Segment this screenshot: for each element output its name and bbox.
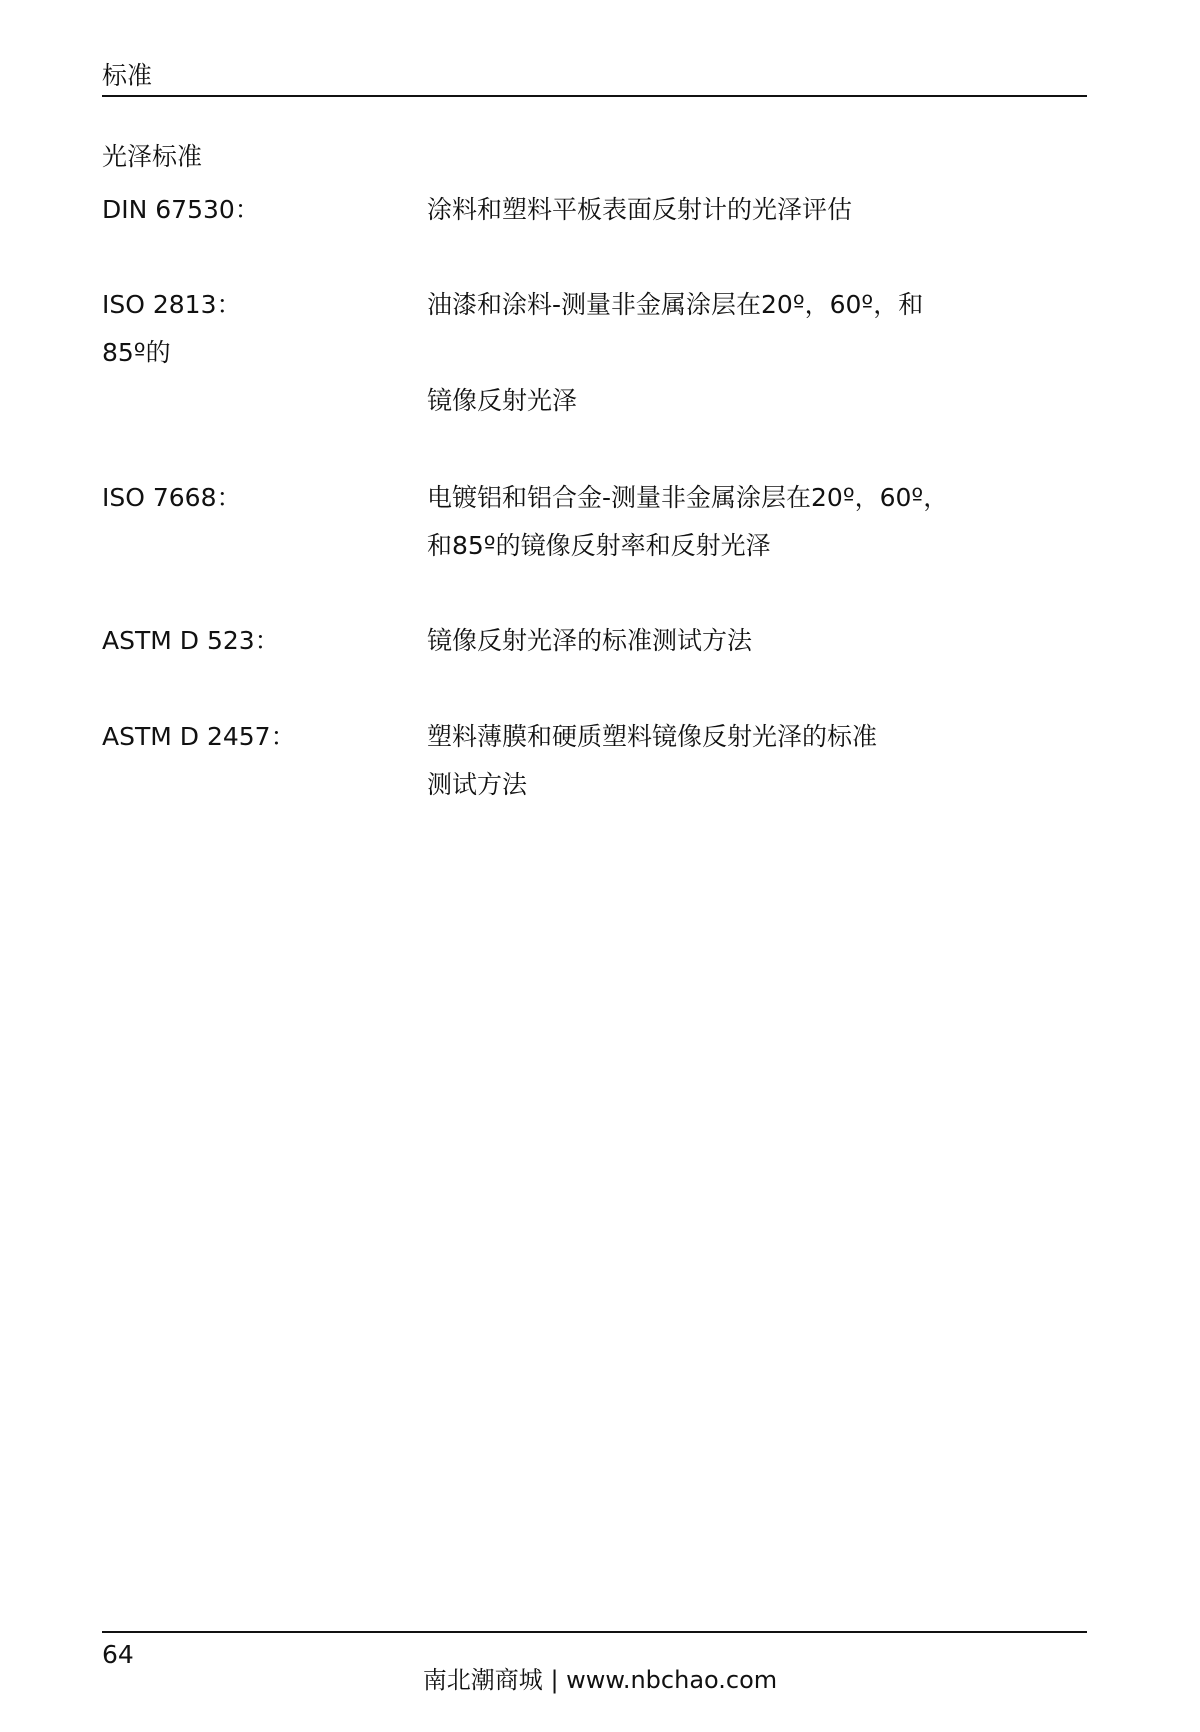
footer-divider xyxy=(102,1631,1087,1633)
page-number: 64 xyxy=(102,1640,134,1669)
standard-description: 涂料和塑料平板表面反射计的光泽评估 xyxy=(427,195,853,224)
header-divider xyxy=(102,95,1087,97)
standard-description: 塑料薄膜和硬质塑料镜像反射光泽的标准 测试方法 xyxy=(427,722,878,799)
standard-description: 镜像反射光泽的标准测试方法 xyxy=(427,626,753,655)
standard-code: ASTM D 523： xyxy=(102,626,280,655)
section-title: 光泽标准 xyxy=(102,142,203,171)
standard-description: 电镀铝和铝合金-测量非金属涂层在20º，60º， 和85º的镜像反射率和反射光泽 xyxy=(427,483,949,560)
standard-description: 油漆和涂料-测量非金属涂层在20º，60º，和 镜像反射光泽 xyxy=(427,290,924,415)
footer-site-text: 南北潮商城 | www.nbchao.com xyxy=(422,1666,778,1694)
standard-code: ASTM D 2457： xyxy=(102,722,296,751)
standard-code: ISO 7668： xyxy=(102,483,242,512)
page-header-title: 标准 xyxy=(102,61,153,90)
standard-code: ISO 2813： 85º的 xyxy=(102,290,242,367)
standard-code: DIN 67530： xyxy=(102,195,260,224)
